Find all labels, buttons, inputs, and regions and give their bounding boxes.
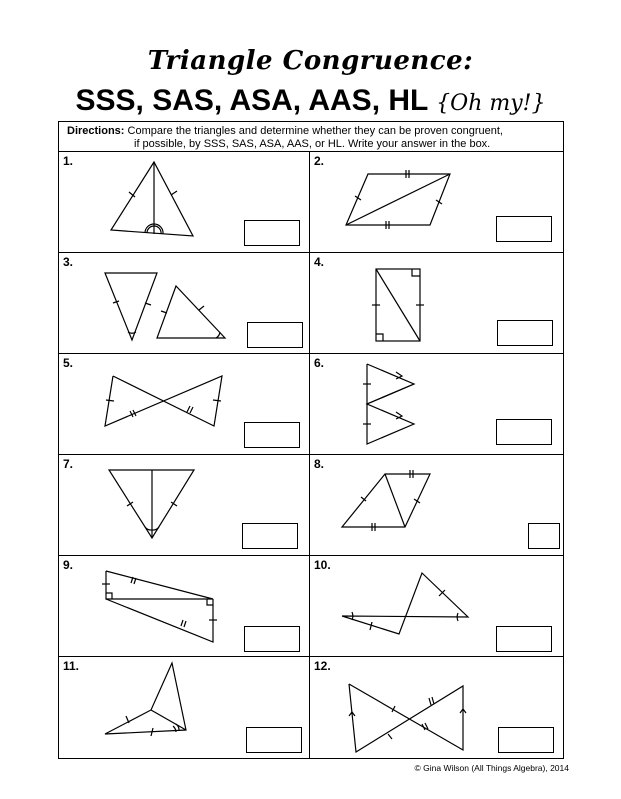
answer-box[interactable]: [497, 320, 553, 346]
answer-box[interactable]: [528, 523, 560, 549]
problem-8: [310, 455, 563, 556]
triangle-left: [105, 273, 157, 340]
problem-number: 9.: [63, 558, 74, 572]
problem-11: [59, 657, 310, 758]
answer-box[interactable]: [244, 422, 300, 448]
diagonal: [151, 710, 186, 730]
triangle-shape: [111, 162, 193, 236]
answer-box[interactable]: [246, 727, 302, 753]
angle-arc: [145, 224, 154, 233]
directions-text-1: Compare the triangles and determine whether they can be proven congruent,: [127, 125, 503, 137]
problem-number: 8.: [314, 457, 325, 471]
problem-number: 2.: [314, 154, 325, 168]
directions-text-2: if possible, by SSS, SAS, ASA, AAS, or HL. Write your answer in the box.: [134, 138, 491, 150]
bowtie-shape: [105, 376, 222, 426]
triangle-lower: [106, 599, 213, 642]
worksheet-subtitle: [0, 84, 621, 118]
copyright-footer: © Gina Wilson (All Things Algebra), 2014: [414, 763, 569, 773]
problem-number: 10.: [314, 558, 331, 572]
directions: [59, 122, 563, 152]
subtitle-suffix: {Oh my!}: [436, 91, 546, 116]
crossed-triangles-shape: [342, 573, 468, 634]
answer-box[interactable]: [496, 626, 552, 652]
worksheet-grid: [58, 121, 564, 759]
problem-2: [310, 152, 563, 253]
diagonal: [385, 474, 405, 527]
problem-5: [59, 354, 310, 455]
answer-box[interactable]: [498, 727, 554, 753]
answer-box[interactable]: [496, 419, 552, 445]
problem-number: 7.: [63, 457, 74, 471]
problem-1: [59, 152, 310, 253]
answer-box[interactable]: [247, 322, 303, 348]
problem-7: [59, 455, 310, 556]
problem-number: 4.: [314, 255, 325, 269]
problem-number: 1.: [63, 154, 74, 168]
answer-box[interactable]: [244, 626, 300, 652]
tick-mark: [171, 191, 177, 195]
triangle-right: [157, 286, 225, 338]
problem-12: [310, 657, 563, 758]
double-triangle-shape: [367, 364, 414, 444]
figure-8: [310, 455, 563, 556]
problem-number: 11.: [63, 659, 80, 673]
worksheet-title: Triangle Congruence:: [147, 46, 474, 76]
bowtie-shape: [349, 684, 463, 752]
problem-9: [59, 556, 310, 657]
problem-3: [59, 253, 310, 354]
problem-6: [310, 354, 563, 455]
subtitle-methods: SSS, SAS, ASA, AAS, HL: [75, 84, 428, 117]
problem-number: 3.: [63, 255, 74, 269]
problem-number: 6.: [314, 356, 325, 370]
problem-number: 12.: [314, 659, 331, 673]
problem-number: 5.: [63, 356, 74, 370]
answer-box[interactable]: [242, 523, 298, 549]
problem-10: [310, 556, 563, 657]
diagonal: [346, 174, 450, 225]
diagonal: [376, 269, 420, 341]
problem-4: [310, 253, 563, 354]
directions-label: Directions:: [67, 125, 125, 137]
triangle-upper: [106, 571, 213, 599]
answer-box[interactable]: [496, 216, 552, 242]
answer-box[interactable]: [244, 220, 300, 246]
